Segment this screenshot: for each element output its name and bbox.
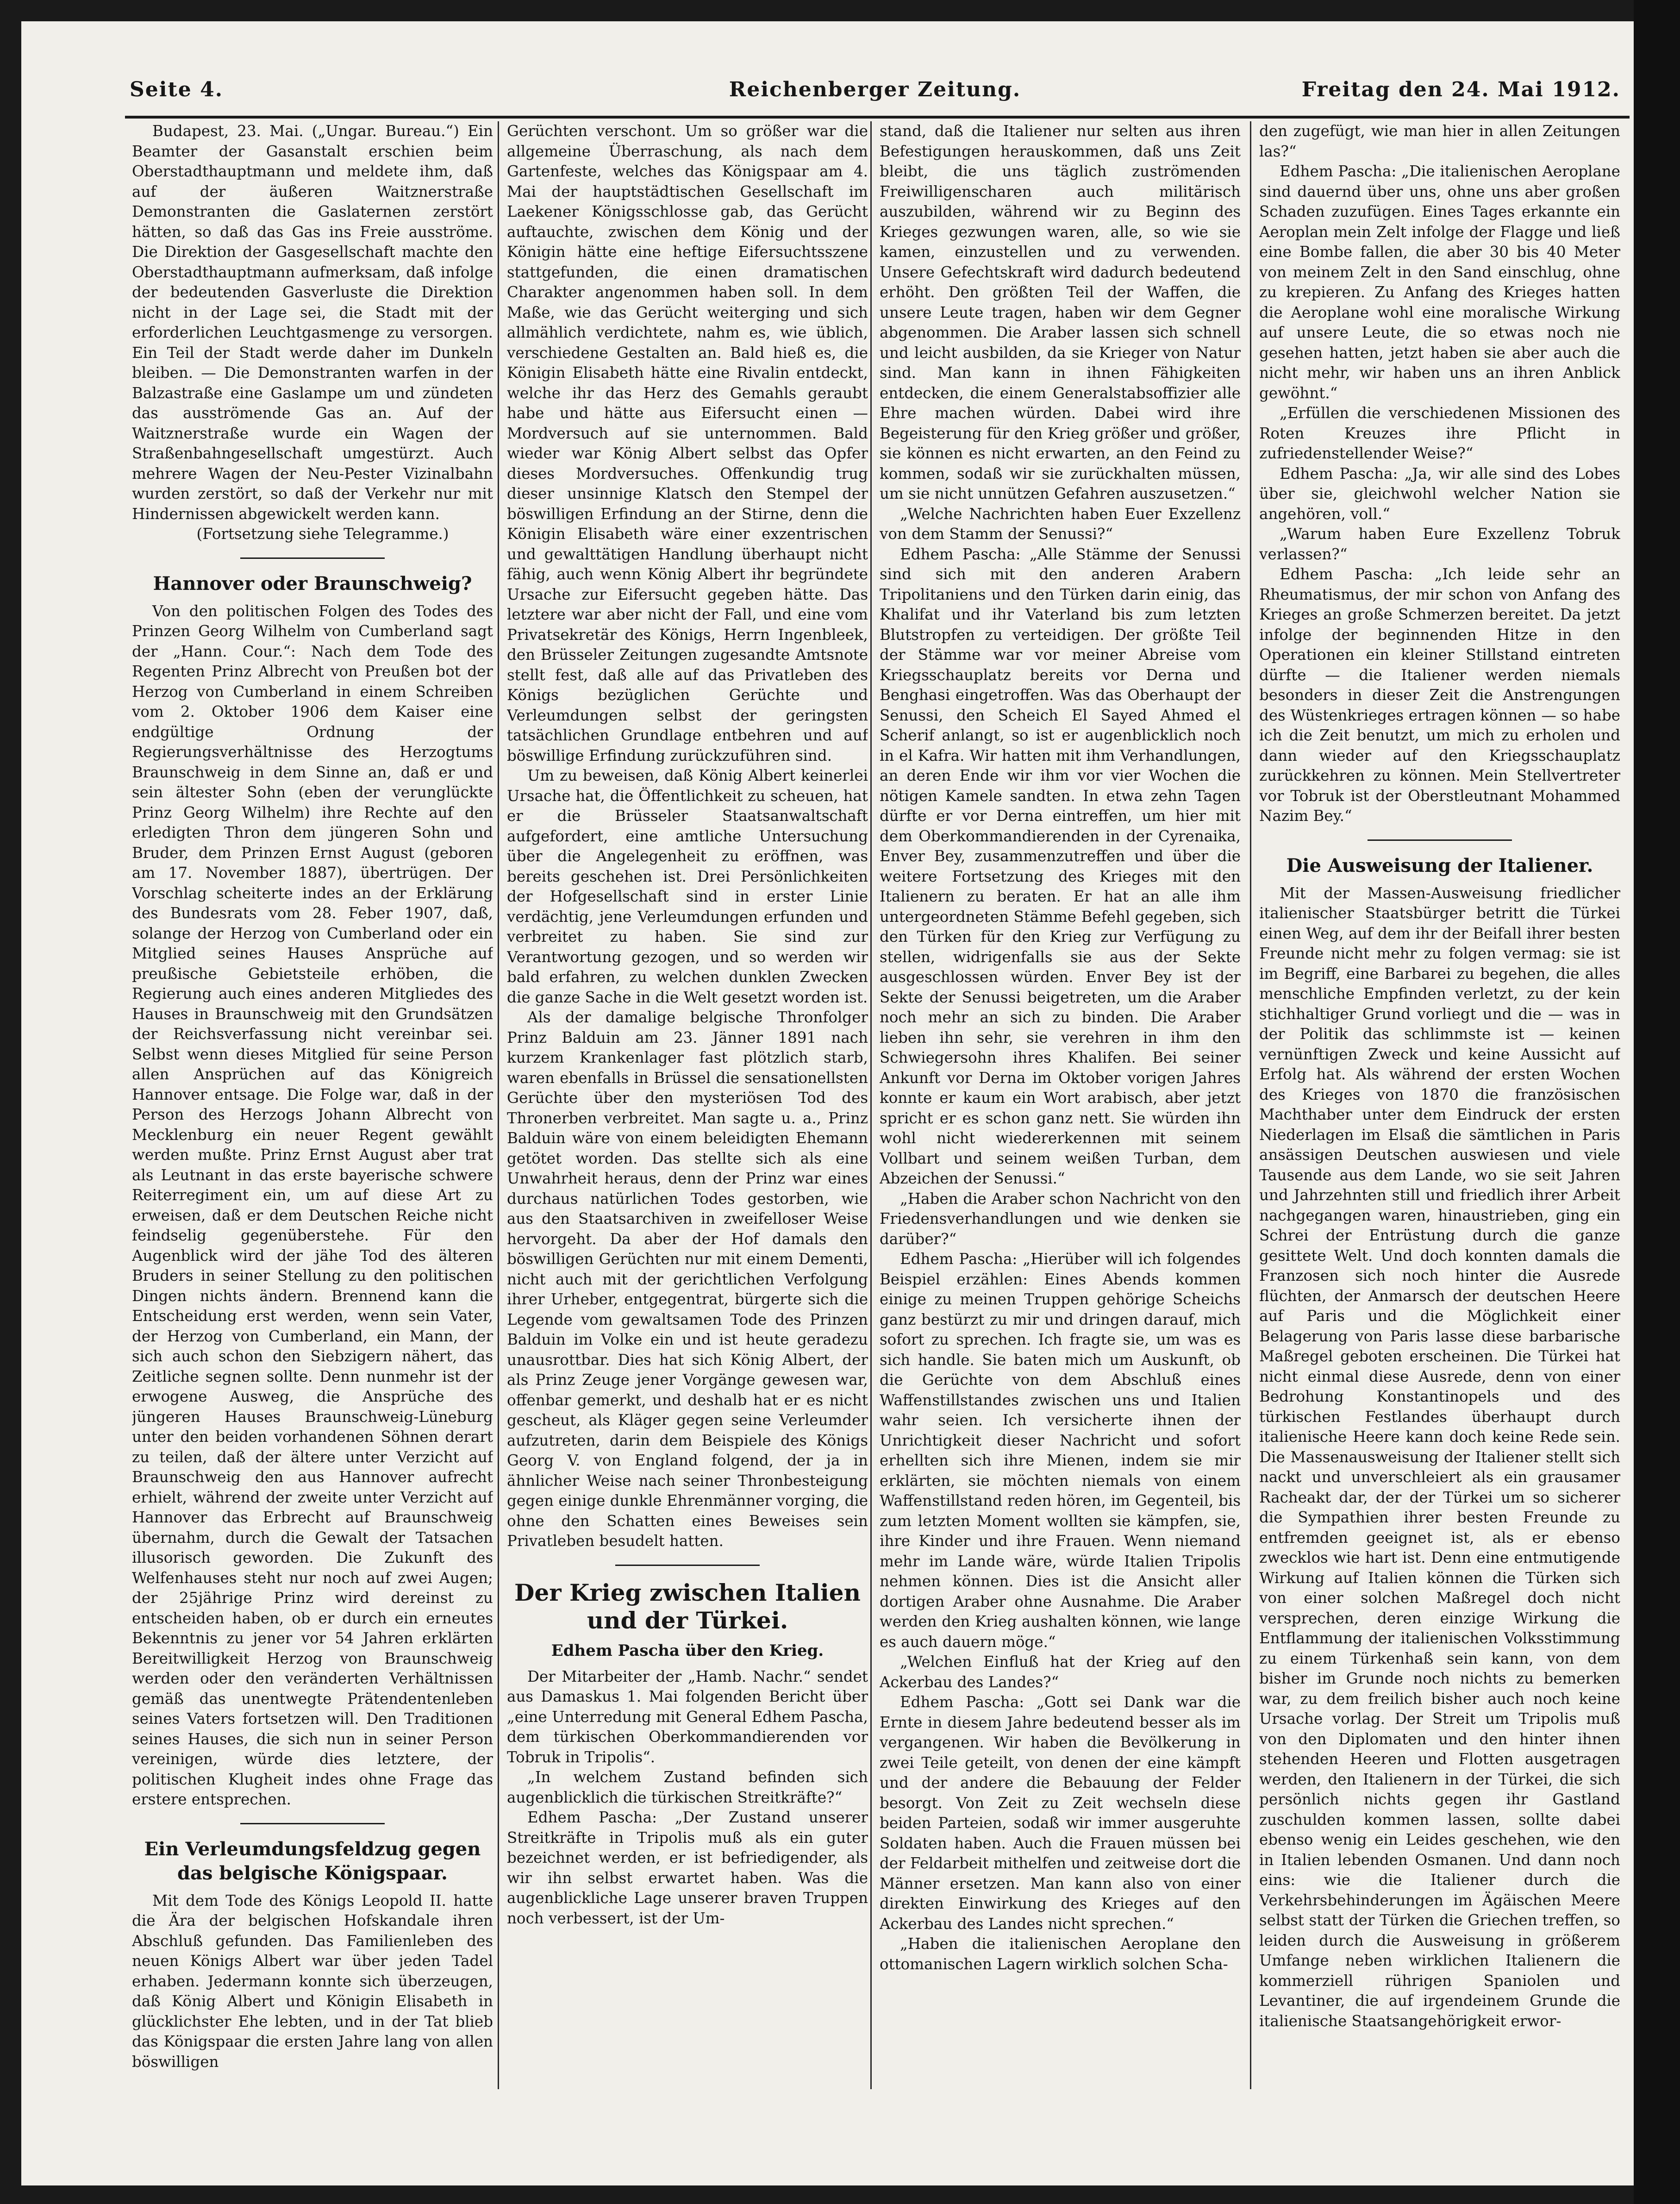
- section-rule: [1368, 839, 1512, 841]
- article-paragraph: Edhem Pascha: „Ja, wir alle sind des Lobes über sie, gleichwohl welcher Nation sie angehören, voll.“: [1259, 464, 1620, 523]
- issue-date: Freitag den 24. Mai 1912.: [1301, 78, 1620, 101]
- article-paragraph: Edhem Pascha: „Alle Stämme der Senussi sind sich mit den anderen Arabern Tripolitaniens und den Türken darin einig, das Khalifat und ihr Vaterland bis zum letzten Blutstropfen zu verteidigen. Der größte Teil der Stämme war vor meiner Abreise vom Kriegsschauplatz bereits vor Derna und Benghasi eingetroffen. Was das Oberhaupt der Senussi, den Scheich El Sayed Ahmed el Scherif anlangt, so ist er augenblicklich noch in el Kafra. Wir hatten mit ihm Verhandlungen, an deren Ende wir ihm vor vier Wochen die nötigen Kamele sandten. In etwa zehn Tagen dürfte er vor Derna eintreffen, um hier mit dem Oberkommandierenden in der Cyrenaika, Enver Bey, zusammenzutreffen und über die weitere Fortsetzung des Krieges mit den Italienern zu beraten. Er hat an alle ihm untergeordneten Stämme Befehl gegeben, sich den Türken für den Krieg zur Verfügung zu stellen, widrigenfalls sie aus der Sekte ausgeschlossen würden. Enver Bey ist der Sekte der Senussi beigetreten, um die Araber noch mehr an sich zu binden. Die Araber lieben ihn sehr, sie verehren in ihm den Schwiegersohn ihres Khalifen. Bei seiner Ankunft vor Derna im Oktober vorigen Jahres konnte er kaum ein Wort arabisch, aber jetzt spricht er es schon ganz nett. Sie würden ihn wohl nicht wiedererkennen mit seinem Vollbart und seinem weißen Turban, dem Abzeichen der Senussi.“: [880, 545, 1241, 1187]
- section-rule: [615, 1565, 760, 1566]
- column-1: [132, 121, 493, 2089]
- article-paragraph: „Welchen Einfluß hat der Krieg auf den Ackerbau des Landes?“: [880, 1653, 1241, 1691]
- section-rule: [240, 1823, 385, 1824]
- article-paragraph: Gerüchten verschont. Um so größer war die allgemeine Überraschung, als nach dem Gartenfeste, welches das Königspaar am 4. Mai der hauptstädtischen Gesellschaft im Laekener Königsschlosse gab, das Gerücht auftauchte, zwischen dem König und der Königin hätte eine heftige Eifersuchtsszene stattgefunden, die einen dramatischen Charakter angenommen haben soll. In dem Maße, wie das Gerücht weiterging und sich allmählich verdichtete, nahm es, wie üblich, verschiedene Gestalten an. Bald hieß es, die Königin Elisabeth hätte eine Rivalin entdeckt, welche ihr das Herz des Gemahls geraubt habe und hätte aus Eifersucht einen — Mordversuch auf sie unternommen. Bald wieder war König Albert selbst das Opfer dieses Mordversuches. Offenkundig trug dieser unsinnige Klatsch den Stempel der böswilligen Erfindung an der Stirne, denn die Königin Elisabeth wäre einer exzentrischen und gewalttätigen Handlung überhaupt nicht fähig, auch wenn König Albert ihr begründete Ursache zur Eifersucht gegeben hätte. Das letztere war aber nicht der Fall, und eine vom Privatsekretär des Königs, Herrn Ingenbleek, den Brüsseler Zeitungen zugesandte Amtsnote stellt fest, daß alle auf das Privatleben des Königs bezüglichen Gerüchte und Verleumdungen selbst der geringsten tatsächlichen Grundlage entbehren und auf böswillige Erfindung zurückzuführen sind.: [507, 122, 868, 764]
- article-paragraph: Edhem Pascha: „Gott sei Dank war die Ernte in diesem Jahre bedeutend besser als im vergangenen. Wir haben die Bevölkerung in zwei Teile geteilt, von denen der eine kämpft und der andere die Bebauung der Felder besorgt. Von Zeit zu Zeit wechseln diese beiden Parteien, sodaß wir immer ausgeruhte Soldaten haben. Auch die Frauen müssen bei der Feldarbeit mithelfen und zeitweise dort die Männer ersetzen. Man kann also von einer direkten Einwirkung des Krieges auf den Ackerbau des Landes nicht sprechen.“: [880, 1693, 1241, 1933]
- column-2: [507, 121, 868, 2089]
- article-paragraph: Budapest, 23. Mai. („Ungar. Bureau.“) Ein Beamter der Gasanstalt erschien beim Oberstadthauptmann und meldete ihm, daß auf der äußeren Waitznerstraße Demonstranten die Gaslaternen zerstört hätten, so daß das Gas ins Freie ausströme. Die Direktion der Gasgesellschaft machte den Oberstadthauptmann aufmerksam, daß infolge der bedeutenden Gasverluste die Direktion nicht in der Lage sei, die Stadt mit der erforderlichen Leuchtgasmenge zu versorgen. Ein Teil der Stadt werde daher im Dunkeln bleiben. — Die Demonstranten warfen in der Balzastraße eine Gaslampe um und zündeten das ausströmende Gas an. Auf der Waitznerstraße wurde ein Wagen der Straßenbahngesellschaft umgestürzt. Auch mehrere Wagen der Neu-Pester Vizinalbahn wurden zerstört, so daß der Verkehr nur mit Hindernissen abgewickelt werden kann.: [132, 122, 493, 523]
- article-paragraph: „Welche Nachrichten haben Euer Exzellenz von dem Stamm der Senussi?“: [880, 505, 1241, 543]
- article-paragraph: Edhem Pascha: „Die italienischen Aeroplane sind dauernd über uns, ohne uns aber großen Schaden zuzufügen. Eines Tages erkannte ein Aeroplan mein Zelt infolge der Flagge und ließ eine Bombe fallen, die aber 30 bis 40 Meter von meinem Zelt in den Sand einschlug, ohne zu krepieren. Zu Anfang des Krieges hatten die Aeroplane wohl eine moralische Wirkung auf unsere Leute, die so etwas noch nie gesehen hatten, jetzt haben sie aber auch die nicht mehr, wir haben uns an ihren Anblick gewöhnt.“: [1259, 163, 1620, 402]
- article-headline: Ein Verleumdungsfeldzug gegen das belgische Königspaar.: [144, 1838, 481, 1884]
- article-headline: Der Krieg zwischen Italien und der Türkei.: [514, 1578, 861, 1634]
- scan-edge-strip: [1634, 0, 1680, 2204]
- article-headline: Die Ausweisung der Italiener.: [1286, 854, 1593, 877]
- column-3: [880, 121, 1241, 2089]
- column-separator: [870, 121, 872, 2089]
- article-paragraph: Edhem Pascha: „Hierüber will ich folgendes Beispiel erzählen: Eines Abends kommen einige zu meinen Truppen gehörige Scheichs ganz bestürzt zu mir und dringen darauf, mich sofort zu sprechen. Ich fragte sie, um was es sich handle. Sie baten mich um Auskunft, ob die Gerüchte von dem Abschluß eines Waffenstillstandes zwischen uns und Italien wahr seien. Ich versicherte ihnen der Unrichtigkeit dieser Nachricht und sofort erhellten sich ihre Mienen, indem sie mir erklärten, sie möchten niemals von einem Waffenstillstand reden hören, im Gegenteil, bis zum letzten Moment wollten sie kämpfen, sie, ihre Kinder und ihre Frauen. Wenn niemand mehr im Lande wäre, würde Italien Tripolis nehmen können. Dies ist die Ansicht aller dortigen Araber ohne Ausnahme. Die Araber werden den Krieg aushalten können, wie lange es auch dauern möge.“: [880, 1250, 1241, 1651]
- article-paragraph: „Haben die italienischen Aeroplane den ottomanischen Lagern wirklich solchen Scha-: [880, 1935, 1241, 1973]
- article-paragraph: Als der damalige belgische Thronfolger Prinz Balduin am 23. Jänner 1891 nach kurzem Krankenlager fast plötzlich starb, waren ebenfalls in Brüssel die sensationellsten Gerüchte über den mysteriösen Tod des Thronerben verbreitet. Man sagte u. a., Prinz Balduin wäre von einem beleidigten Ehemann getötet worden. Das stellte sich als eine Unwahrheit heraus, denn der Prinz war eines durchaus natürlichen Todes gestorben, wie aus den Staatsarchiven in zweifelloser Weise hervorgeht. Da aber der Hof damals den böswilligen Gerüchten nur mit einem Dementi, nicht auch mit der gerichtlichen Verfolgung ihrer Urheber, entgegentrat, bürgerte sich die Legende vom gewaltsamen Tode des Prinzen Balduin im Volke ein und ist heute geradezu unausrottbar. Dies hat sich König Albert, der als Prinz Zeuge jener Vorgänge gewesen war, offenbar gemerkt, und deshalb hat er es nicht gescheut, als Kläger gegen seine Verleumder aufzutreten, darin dem Beispiele des Königs Georg V. von England folgend, der ja in ähnlicher Weise nach seiner Thronbesteigung gegen einige dunkle Ehrenmänner vorging, die ohne den Schatten eines Beweises sein Privatleben besudelt hatten.: [507, 1008, 868, 1550]
- article-paragraph: Mit der Massen-Ausweisung friedlicher italienischer Staatsbürger betritt die Türkei einen Weg, auf dem ihr der Beifall ihrer besten Freunde nicht mehr zu folgen vermag: sie ist im Begriff, eine Barbarei zu begehen, die alles menschliche Empfinden verletzt, zu der kein stichhaltiger Grund vorliegt und die — was in der Politik das schlimmste ist — keinen vernünftigen Zweck und keine Aussicht auf Erfolg hat. Als während der ersten Wochen des Krieges von 1870 die französischen Machthaber unter dem Eindruck der ersten Niederlagen im Elsaß die sämtlichen in Paris ansässigen Deutschen auswiesen und viele Tausende aus dem Lande, wo sie seit Jahren und Jahrzehnten still und friedlich ihrer Arbeit nachgegangen waren, hinaustrieben, ging ein Schrei der Entrüstung durch die ganze gesittete Welt. Und doch konnten damals die Franzosen sich noch hinter die Ausrede flüchten, der Anmarsch der deutschen Heere auf Paris und die Möglichkeit einer Belagerung von Paris lasse diese barbarische Maßregel geboten erscheinen. Die Türkei hat nicht einmal diese Ausrede, denn von einer Bedrohung Konstantinopels und des türkischen Festlandes überhaupt durch italienische Heere kann doch keine Rede sein. Die Massenausweisung der Italiener stellt sich nackt und unverschleiert als ein grausamer Racheakt dar, der der Türkei um so sicherer die Sympathien ihrer besten Freunde zu entfremden geeignet ist, als er ebenso zwecklos wie hart ist. Denn eine entmutigende Wirkung auf Italien können die Türken sich von einer solchen Maßregel doch nicht versprechen, deren einzige Wirkung die Entflammung der italienischen Volksstimmung zu einem Türkenhaß sein kann, von dem bisher im Grunde noch nichts zu bemerken war, zu dem freilich bisher auch noch keine Ursache vorlag. Der Streit um Tripolis muß von den Diplomaten und den hinter ihnen stehenden Heeren und Flotten ausgetragen werden, den Italienern in der Türkei, die sich persönlich nichts gegen ihr Gastland zuschulden kommen lassen, sollte dabei ebenso wenig ein Leides geschehen, wie den in Italien lebenden Osmanen. Und dann noch eins: wie die Italiener durch die Verkehrsbehinderungen im Ägäischen Meere selbst statt der Türken die Griechen treffen, so leiden durch die Ausweisung in größerem Umfange neben wirklichen Italienern die kommerziell rührigen Spaniolen und Levantiner, die auf irgendeinem Grunde die italienische Staatsangehörigkeit erwor-: [1259, 884, 1620, 2030]
- article-paragraph: stand, daß die Italiener nur selten aus ihren Befestigungen herauskommen, daß uns Zeit bleibt, die uns täglich zuströmenden Freiwilligenscharen auch militärisch auszubilden, während wir zu Beginn des Krieges gezwungen waren, alle, so wie sie kamen, einzustellen und zu verwenden. Unsere Gefechtskraft wird dadurch bedeutend erhöht. Den größten Teil der Waffen, die unsere Leute tragen, haben wir dem Gegner abgenommen. Die Araber lassen sich schnell und leicht ausbilden, da sie Krieger von Natur sind. Man kann in ihnen Fähigkeiten entdecken, die einem Generalstabsoffizier alle Ehre machen würden. Dabei wird ihre Begeisterung für den Krieg größer und größer, sie können es nicht erwarten, an den Feind zu kommen, sodaß wir sie zurückhalten müssen, um sie nicht unnützen Gefahren auszusetzen.“: [880, 122, 1241, 502]
- article-headline: Hannover oder Braunschweig?: [153, 572, 472, 595]
- page-header: [130, 78, 1620, 115]
- article-paragraph: „Erfüllen die verschiedenen Missionen des Roten Kreuzes ihre Pflicht in zufriedenstellender Weise?“: [1259, 404, 1620, 462]
- article-paragraph: „Warum haben Eure Exzellenz Tobruk verlassen?“: [1259, 525, 1620, 563]
- page-number: Seite 4.: [130, 78, 224, 101]
- column-separator: [498, 121, 499, 2089]
- masthead: Reichenberger Zeitung.: [729, 78, 1021, 101]
- article-headline: Edhem Pascha über den Krieg.: [551, 1641, 824, 1660]
- article-paragraph: „In welchem Zustand befinden sich augenblicklich die türkischen Streitkräfte?“: [507, 1768, 868, 1806]
- article-paragraph: Der Mitarbeiter der „Hamb. Nachr.“ sendet aus Damaskus 1. Mai folgenden Bericht über „eine Unterredung mit General Edhem Pascha, dem türkischen Oberkommandierenden vor Tobruk in Tripolis“.: [507, 1667, 868, 1766]
- column-separator: [1250, 121, 1251, 2089]
- section-rule: [240, 557, 385, 559]
- article-paragraph: Edhem Pascha: „Ich leide sehr an Rheumatismus, der mir schon von Anfang des Krieges an große Schmerzen bereitet. Da jetzt infolge der beginnenden Hitze in den Operationen ein kleiner Stillstand eintreten dürfte — die Italiener werden niemals besonders in dieser Zeit die Anstrengungen des Wüstenkrieges ertragen können — so habe ich die Zeit benutzt, um mich zu erholen und dann wieder auf den Kriegsschauplatz zurückkehren zu können. Mein Stellvertreter vor Tobruk ist der Oberstleutnant Mohammed Nazim Bey.“: [1259, 565, 1620, 825]
- article-paragraph: Um zu beweisen, daß König Albert keinerlei Ursache hat, die Öffentlichkeit zu scheuen, hat er die Brüsseler Staatsanwaltschaft aufgefordert, eine amtliche Untersuchung über die Angelegenheit zu eröffnen, was bereits geschehen ist. Drei Persönlichkeiten der Hofgesellschaft sind in erster Linie verdächtig, jene Verleumdungen erfunden und verbreitet zu haben. Sie sind zur Verantwortung gezogen, und so werden wir bald erfahren, zu welchen dunklen Zwecken die ganze Sache in die Welt gesetzt worden ist.: [507, 767, 868, 1006]
- article-paragraph: Von den politischen Folgen des Todes des Prinzen Georg Wilhelm von Cumberland sagt der „Hann. Cour.“: Nach dem Tode des Regenten Prinz Albrecht von Preußen bot der Herzog von Cumberland in einem Schreiben vom 2. Oktober 1906 dem Kaiser eine endgültige Ordnung der Regierungsverhältnisse des Herzogtums Braunschweig in dem Sinne an, daß er und sein ältester Sohn (eben der verunglückte Prinz Georg Wilhelm) ihre Rechte auf den erledigten Thron dem jüngeren Sohn und Bruder, dem Prinzen Ernst August (geboren am 17. November 1887), übertrügen. Der Vorschlag scheiterte indes an der Erklärung des Bundesrats vom 28. Feber 1907, daß, solange der Herzog von Cumberland oder ein Mitglied seines Hauses Ansprüche auf preußische Gebietsteile erhöben, die Regierung auch eines anderen Mitgliedes des Hauses in Braunschweig mit den Grundsätzen der Reichsverfassung nicht vereinbar sei. Selbst wenn dieses Mitglied für seine Person allen Ansprüchen auf das Königreich Hannover entsage. Die Folge war, daß in der Person des Herzogs Johann Albrecht von Mecklenburg ein neuer Regent gewählt werden mußte. Prinz Ernst August aber trat als Leutnant in das erste bayerische schwere Reiterregiment ein, um auf diese Art zu erweisen, daß er dem Deutschen Reiche nicht feindselig gegenüberstehe. Für den Augenblick wird der jähe Tod des älteren Bruders in seiner Stellung zu den politischen Dingen nichts ändern. Brennend kann die Entscheidung erst werden, wenn sein Vater, der Herzog von Cumberland, ein Mann, der sich auch schon den Siebzigern nähert, das Zeitliche segnen sollte. Denn nunmehr ist der erwogene Ausweg, die Ansprüche des jüngeren Hauses Braunschweig-Lüneburg unter den beiden vorhandenen Söhnen derart zu teilen, daß der ältere unter Verzicht auf Braunschweig den aus Hannover aufrecht erhielt, während der zweite unter Verzicht auf Hannover das Erbrecht auf Braunschweig übernahm, durch die Gewalt der Tatsachen illusorisch geworden. Die Zukunft des Welfenhauses steht nur noch auf zwei Augen; der 25jährige Prinz wird dereinst zu entscheiden haben, ob er durch ein erneutes Bekenntnis zu jener vor 54 Jahren erklärten Bereitwilligkeit Herzog von Braunschweig werden oder den veränderten Verhältnissen gemäß das unentwegte Prätendentenleben seines Vaters fortsetzen will. Den Traditionen seines Hauses, die sich nun in seiner Person vereinigen, würde dies letztere, der politischen Klugheit indes ohne Frage das erstere entsprechen.: [132, 602, 493, 1808]
- article-paragraph: Mit dem Tode des Königs Leopold II. hatte die Ära der belgischen Hofskandale ihren Abschluß gefunden. Das Familienleben des neuen Königs Albert war über jeden Tadel erhaben. Jedermann konnte sich überzeugen, daß König Albert und Königin Elisabeth in glücklichster Ehe lebten, und in der Tat blieb das Königspaar die ersten Jahre lang von allen böswilligen: [132, 1891, 493, 2071]
- continuation-note: (Fortsetzung siehe Telegramme.): [196, 525, 449, 543]
- article-paragraph: den zugefügt, wie man hier in allen Zeitungen las?“: [1259, 122, 1620, 160]
- article-paragraph: Edhem Pascha: „Der Zustand unserer Streitkräfte in Tripolis muß als ein guter bezeichnet werden, er ist befriedigender, als wir ihn selbst erwartet haben. Was die augenblickliche Lage unserer braven Truppen noch verbessert, ist der Um-: [507, 1809, 868, 1927]
- article-paragraph: „Haben die Araber schon Nachricht von den Friedensverhandlungen und wie denken sie darüber?“: [880, 1190, 1241, 1248]
- column-4: [1259, 121, 1620, 2089]
- header-rule: [125, 116, 1630, 119]
